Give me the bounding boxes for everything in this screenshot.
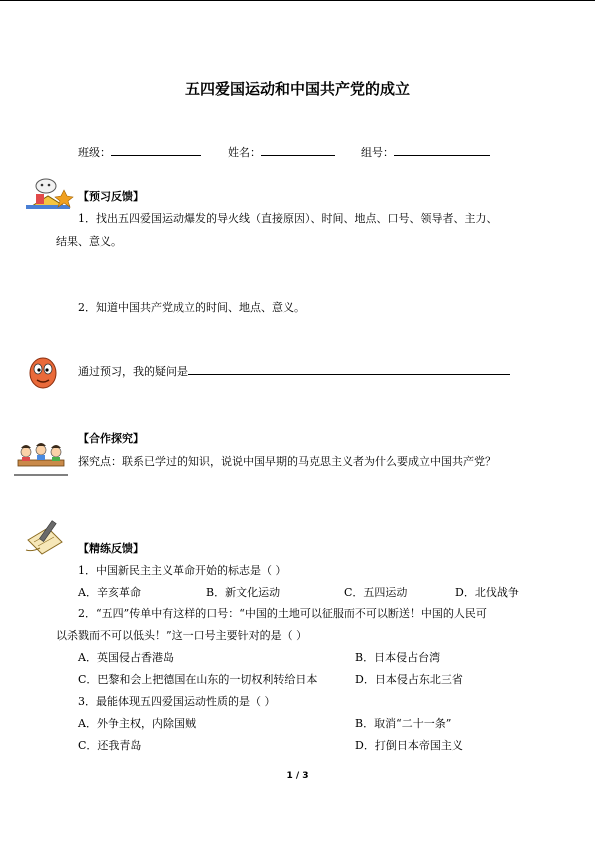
practice-q3-option-b: B．取消“二十一条” — [355, 717, 452, 730]
practice-q2-option-d: D．日本侵占东北三省 — [355, 673, 463, 686]
top-rule — [0, 0, 595, 1]
name-label: 姓名： — [228, 146, 261, 159]
preview-heading: 【预习反馈】 — [78, 190, 144, 203]
name-field — [228, 144, 335, 160]
student-reading-icon — [18, 176, 76, 212]
group-blank[interactable] — [394, 144, 490, 156]
class-label: 班级： — [78, 146, 111, 159]
doubt-blank[interactable] — [188, 363, 510, 375]
preview-q1-line1: 1．找出五四爱国运动爆发的导火线（直接原因）、时间、地点、口号、领导者、主力、 — [78, 212, 498, 225]
practice-q2-option-b: B．日本侵占台湾 — [355, 651, 441, 664]
practice-heading: 【精练反馈】 — [78, 542, 144, 555]
class-field — [78, 144, 201, 160]
explore-heading: 【合作探究】 — [78, 432, 144, 445]
group-label: 组号： — [361, 146, 394, 159]
name-blank[interactable] — [261, 144, 335, 156]
pen-and-paper-icon — [22, 518, 68, 556]
doubt-label: 通过预习，我的疑问是 — [78, 365, 188, 378]
page-title: 五四爱国运动和中国共产党的成立 — [184, 80, 410, 98]
page-number: 1 / 3 — [286, 771, 309, 781]
practice-q2-option-a: A．英国侵占香港岛 — [78, 651, 174, 664]
practice-q1-option-b: B．新文化运动 — [206, 586, 281, 599]
class-blank[interactable] — [111, 144, 201, 156]
practice-q1-option-c: C．五四运动 — [344, 586, 408, 599]
thinking-face-icon — [28, 356, 58, 390]
practice-q3-option-a: A．外争主权，内除国贼 — [78, 717, 196, 730]
preview-q2: 2．知道中国共产党成立的时间、地点、意义。 — [78, 301, 305, 314]
practice-q3: 3．最能体现五四爱国运动性质的是（ ） — [78, 695, 276, 708]
practice-q1: 1．中国新民主主义革命开始的标志是（ ） — [78, 564, 287, 577]
preview-q1-line2: 结果、意义。 — [56, 235, 122, 248]
explore-text: 探究点：联系已学过的知识，说说中国早期的马克思主义者为什么要成立中国共产党？ — [78, 455, 496, 468]
practice-q2-line1: 2．“五四”传单中有这样的口号：“中国的土地可以征服而不可以断送！中国的人民可 — [78, 607, 487, 620]
practice-q2-line2: 以杀戮而不可以低头！”这一口号主要针对的是（ ） — [56, 629, 308, 642]
group-discussion-icon — [12, 438, 70, 478]
group-field — [361, 144, 490, 160]
practice-q1-option-d: D．北伐战争 — [455, 586, 519, 599]
practice-q3-option-d: D．打倒日本帝国主义 — [355, 739, 463, 752]
practice-q3-option-c: C．还我青岛 — [78, 739, 142, 752]
practice-q1-option-a: A．辛亥革命 — [78, 586, 141, 599]
practice-q2-option-c: C．巴黎和会上把德国在山东的一切权利转给日本 — [78, 673, 318, 686]
doubt-line — [78, 363, 510, 379]
